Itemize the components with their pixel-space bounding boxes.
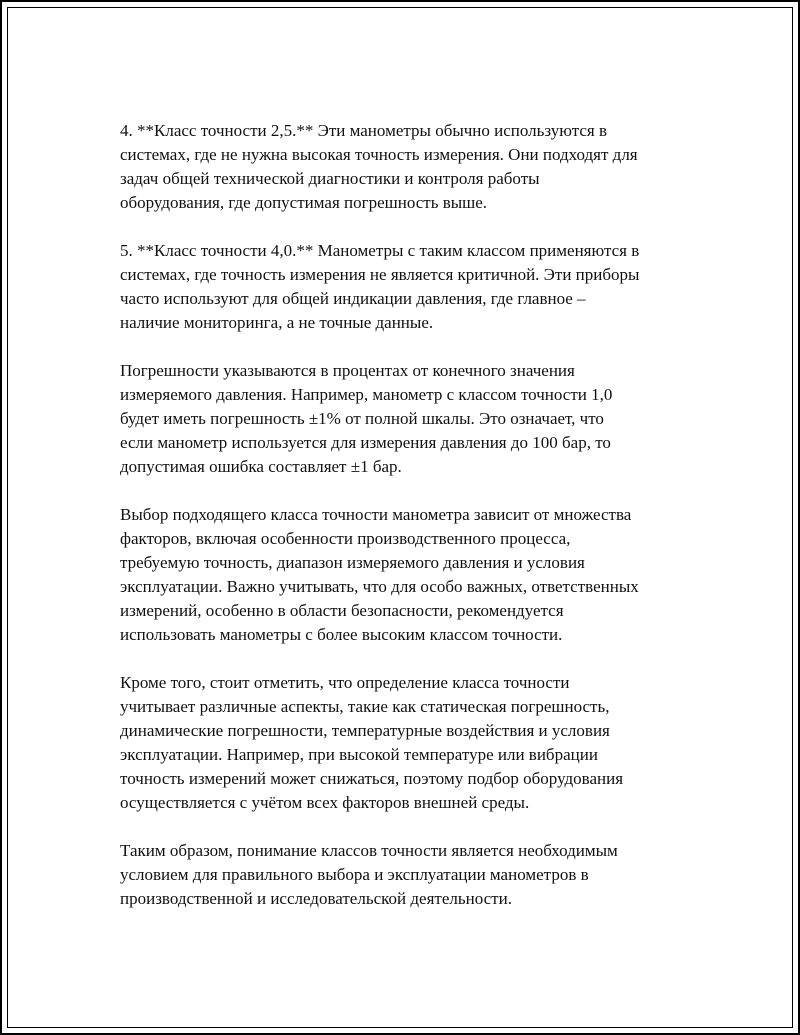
- text-line: динамические погрешности, температурные воздействия и условия: [120, 721, 610, 740]
- text-line: наличие мониторинга, а не точные данные.: [120, 313, 434, 332]
- paragraph-accuracy-class-4-0: [120, 239, 695, 335]
- paragraph-class-selection: [120, 503, 695, 647]
- text-line: допустимая ошибка составляет ±1 бар.: [120, 457, 402, 476]
- text-line: эксплуатации. Важно учитывать, что для особо важных, ответственных: [120, 577, 639, 596]
- text-line: условием для правильного выбора и эксплуатации манометров в: [120, 865, 589, 884]
- text-line: 4. **Класс точности 2,5.** Эти манометры обычно используются в: [120, 121, 608, 140]
- paragraph-error-percent: [120, 359, 695, 479]
- text-line: 5. **Класс точности 4,0.** Манометры с таким классом применяются в: [120, 241, 640, 260]
- text-line: требуемую точность, диапазон измеряемого давления и условия: [120, 553, 585, 572]
- text-line: измеряемого давления. Например, манометр с классом точности 1,0: [120, 385, 613, 404]
- text-line: системах, где точность измерения не является критичной. Эти приборы: [120, 265, 640, 284]
- text-line: задач общей технической диагностики и контроля работы: [120, 169, 540, 188]
- text-line: если манометр используется для измерения давления до 100 бар, то: [120, 433, 611, 452]
- text-line: системах, где не нужна высокая точность измерения. Они подходят для: [120, 145, 638, 164]
- paragraph-conclusion: [120, 839, 695, 911]
- text-line: осуществляется с учётом всех факторов внешней среды.: [120, 793, 530, 812]
- text-line: будет иметь погрешность ±1% от полной шкалы. Это означает, что: [120, 409, 604, 428]
- paragraph-accuracy-aspects: [120, 671, 695, 815]
- text-line: учитывает различные аспекты, такие как статическая погрешность,: [120, 697, 610, 716]
- text-line: оборудования, где допустимая погрешность выше.: [120, 193, 488, 212]
- text-line: использовать манометры с более высоким классом точности.: [120, 625, 563, 644]
- text-line: эксплуатации. Например, при высокой температуре или вибрации: [120, 745, 598, 764]
- text-line: измерений, особенно в области безопасности, рекомендуется: [120, 601, 564, 620]
- paragraph-accuracy-class-2-5: [120, 119, 695, 215]
- text-line: факторов, включая особенности производственного процесса,: [120, 529, 571, 548]
- text-line: производственной и исследовательской деятельности.: [120, 889, 512, 908]
- document-body: [120, 119, 695, 935]
- text-line: Кроме того, стоит отметить, что определение класса точности: [120, 673, 570, 692]
- text-line: Таким образом, понимание классов точности является необходимым: [120, 841, 618, 860]
- text-line: Выбор подходящего класса точности манометра зависит от множества: [120, 505, 632, 524]
- text-line: точность измерений может снижаться, поэтому подбор оборудования: [120, 769, 624, 788]
- text-line: часто используют для общей индикации давления, где главное –: [120, 289, 586, 308]
- text-line: Погрешности указываются в процентах от конечного значения: [120, 361, 575, 380]
